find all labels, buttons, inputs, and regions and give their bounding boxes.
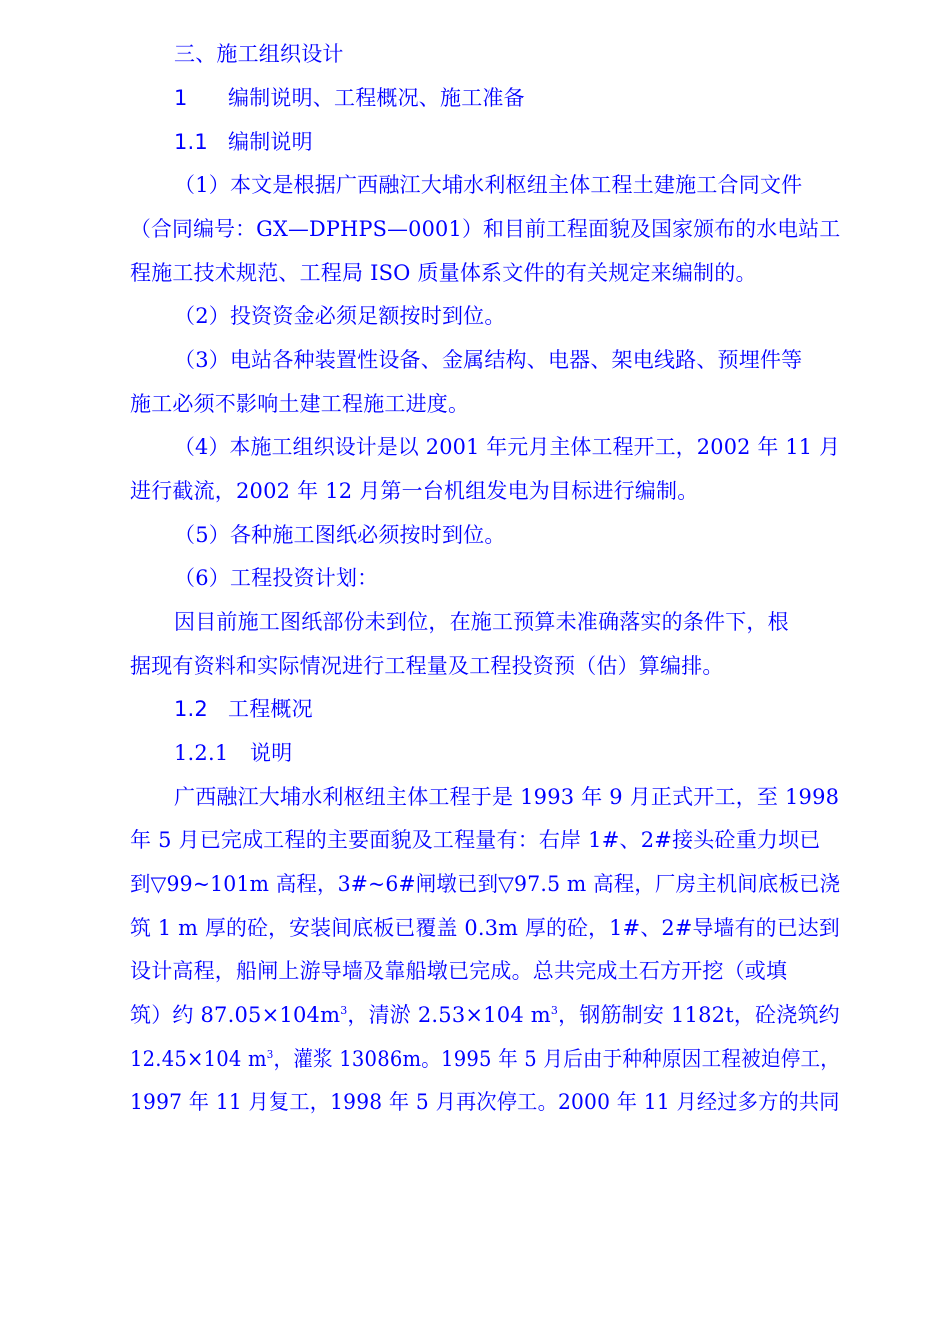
heading-number: 1.1 — [174, 130, 208, 154]
paragraph-line: 施工必须不影响土建工程施工进度。 — [130, 392, 470, 416]
paragraph-line: （6）工程投资计划： — [174, 566, 379, 590]
paragraph-line — [130, 1001, 840, 1029]
paragraph-line: 年 5 月已完成工程的主要面貌及工程量有：右岸 1#、2#接头砼重力坝已 — [130, 828, 821, 852]
heading-number: 1 — [174, 86, 188, 110]
text-run: 12.45×104 m — [130, 1047, 267, 1071]
heading-text: 说明 — [250, 741, 293, 765]
paragraph-line: 进行截流，2002 年 12 月第一台机组发电为目标进行编制。 — [130, 479, 699, 503]
heading-1-2 — [174, 695, 313, 723]
paragraph-line: （合同编号：GX—DPHPS—0001）和目前工程面貌及国家颁布的水电站工 — [130, 217, 841, 241]
paragraph-line: 筑 1 m 厚的砼，安装间底板已覆盖 0.3m 厚的砼，1#、2#导墙有的已达到 — [130, 916, 840, 940]
paragraph-line: 广西融江大埔水利枢纽主体工程于是 1993 年 9 月正式开工，至 1998 — [174, 785, 840, 809]
text-run: ，钢筋制安 1182t，砼浇筑约 — [558, 1003, 840, 1027]
heading-text: 编制说明 — [228, 130, 313, 154]
heading-number: 1.2 — [174, 697, 208, 721]
superscript: 3 — [266, 1048, 274, 1061]
superscript: 3 — [340, 1004, 348, 1017]
paragraph-line: 到▽99~101m 高程，3#~6#闸墩已到▽97.5 m 高程，厂房主机间底板已浇 — [130, 872, 841, 896]
paragraph-line: （5）各种施工图纸必须按时到位。 — [174, 523, 506, 547]
heading-1 — [174, 84, 525, 112]
section-title: 三、施工组织设计 — [174, 42, 344, 66]
heading-1-2-1 — [174, 739, 292, 767]
paragraph-line: （1）本文是根据广西融江大埔水利枢纽主体工程土建施工合同文件 — [174, 173, 803, 197]
paragraph-line: 据现有资料和实际情况进行工程量及工程投资预（估）算编排。 — [130, 654, 724, 678]
paragraph-line: 因目前施工图纸部份未到位，在施工预算未准确落实的条件下，根 — [174, 610, 789, 634]
superscript: 3 — [550, 1004, 559, 1017]
text-run: 筑）约 87.05×104m — [130, 1003, 341, 1027]
text-run: ，灌浆 13086m。1995 年 5 月后由于种种原因工程被迫停工， — [273, 1047, 841, 1071]
text-run: ，清淤 2.53×104 m — [347, 1003, 551, 1027]
heading-text: 工程概况 — [228, 697, 313, 721]
paragraph-line: 1997 年 11 月复工，1998 年 5 月再次停工。2000 年 11 月经过多方的共同 — [130, 1090, 840, 1114]
paragraph-line: （3）电站各种装置性设备、金属结构、电器、架电线路、预埋件等 — [174, 348, 803, 372]
paragraph-line: （4）本施工组织设计是以 2001 年元月主体工程开工，2002 年 11 月 — [174, 435, 841, 459]
paragraph-line: 设计高程，船闸上游导墙及靠船墩已完成。总共完成土石方开挖（或填 — [130, 959, 788, 983]
paragraph-line: （2）投资资金必须足额按时到位。 — [174, 304, 506, 328]
heading-number: 1.2.1 — [174, 741, 229, 765]
paragraph-line: 程施工技术规范、工程局 ISO 质量体系文件的有关规定来编制的。 — [130, 261, 757, 285]
paragraph-line — [130, 1045, 840, 1073]
heading-1-1 — [174, 128, 313, 156]
heading-text: 编制说明、工程概况、施工准备 — [228, 86, 525, 110]
